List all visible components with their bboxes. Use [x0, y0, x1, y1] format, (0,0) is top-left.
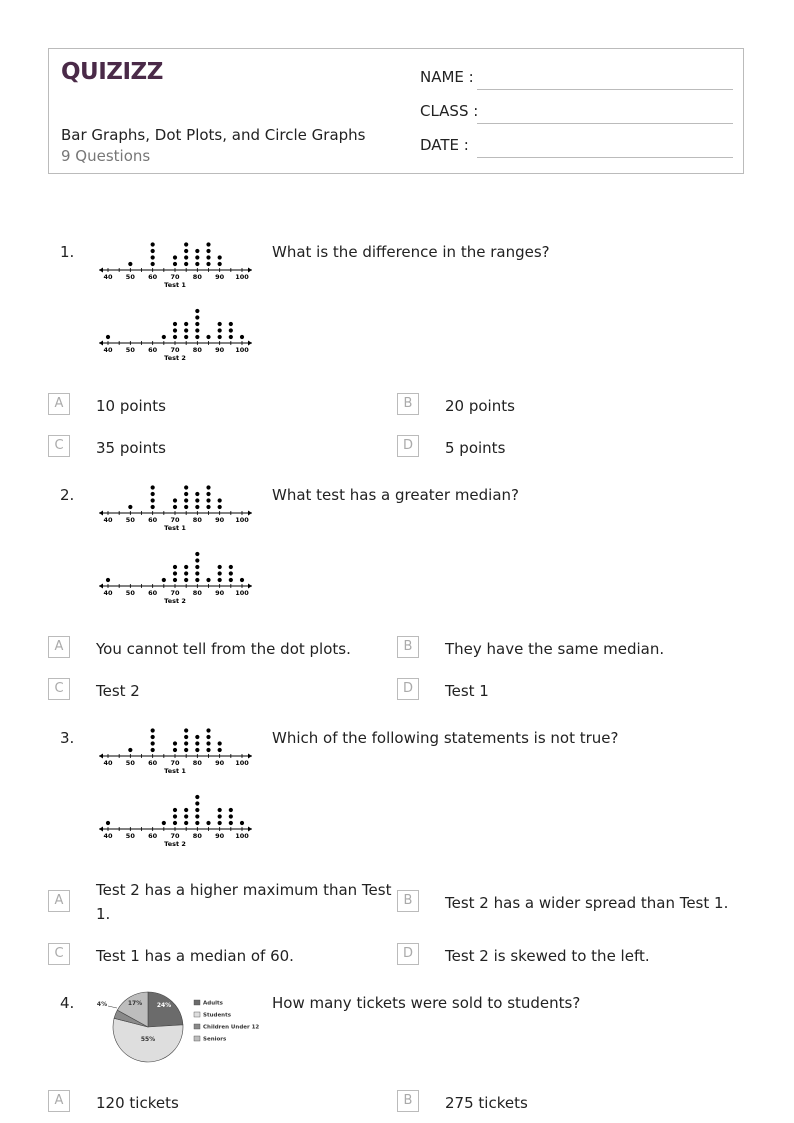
date-line[interactable] — [477, 157, 733, 158]
tick-label: 90 — [215, 832, 225, 840]
data-dot — [218, 821, 222, 825]
data-dot — [184, 498, 188, 502]
data-dot — [218, 262, 222, 266]
tick-label: 60 — [148, 759, 158, 767]
option-text: 20 points — [445, 397, 515, 415]
data-dot — [218, 322, 222, 326]
data-dot — [229, 565, 233, 569]
name-line[interactable] — [477, 89, 733, 90]
data-dot — [184, 814, 188, 818]
dot-plot-figure — [96, 235, 266, 365]
option-letter: A — [48, 1090, 70, 1112]
data-dot — [184, 741, 188, 745]
tick-label: 60 — [148, 516, 158, 524]
data-dot — [218, 814, 222, 818]
data-dot — [173, 335, 177, 339]
tick-label: 40 — [103, 832, 113, 840]
data-dot — [162, 578, 166, 582]
slice-label: 17% — [127, 1000, 143, 1007]
data-dot — [195, 558, 199, 562]
tick-label: 40 — [103, 516, 113, 524]
left-arrow-icon — [99, 268, 103, 273]
data-dot — [173, 808, 177, 812]
option-letter: D — [397, 678, 419, 700]
data-dot — [195, 492, 199, 496]
option-letter: D — [397, 435, 419, 457]
dot-plot-1 — [99, 485, 252, 532]
question-text: How many tickets were sold to students? — [272, 994, 581, 1012]
left-arrow-icon — [99, 511, 103, 516]
leader-line — [108, 1006, 117, 1008]
worksheet-title: Bar Graphs, Dot Plots, and Circle Graphs — [61, 126, 366, 144]
data-dot — [128, 505, 132, 509]
data-dot — [184, 735, 188, 739]
data-dot — [184, 571, 188, 575]
data-dot — [218, 565, 222, 569]
tick-label: 70 — [170, 273, 180, 281]
quizizz-logo: QUIZIZZ — [61, 59, 163, 85]
data-dot — [184, 505, 188, 509]
data-dot — [195, 741, 199, 745]
option-text: 10 points — [96, 397, 166, 415]
data-dot — [195, 309, 199, 313]
data-dot — [206, 505, 210, 509]
option-text: 35 points — [96, 439, 166, 457]
data-dot — [184, 322, 188, 326]
data-dot — [240, 335, 244, 339]
tick-label: 40 — [103, 589, 113, 597]
right-arrow-icon — [248, 754, 252, 759]
data-dot — [195, 578, 199, 582]
data-dot — [151, 262, 155, 266]
data-dot — [173, 328, 177, 332]
series-label: Test 1 — [164, 281, 186, 289]
data-dot — [173, 571, 177, 575]
data-dot — [106, 578, 110, 582]
tick-label: 40 — [103, 273, 113, 281]
data-dot — [151, 249, 155, 253]
tick-label: 50 — [125, 832, 135, 840]
data-dot — [206, 498, 210, 502]
data-dot — [195, 801, 199, 805]
tick-label: 100 — [235, 832, 249, 840]
data-dot — [151, 492, 155, 496]
legend-swatch — [194, 1036, 200, 1041]
data-dot — [151, 728, 155, 732]
tick-label: 70 — [170, 759, 180, 767]
data-dot — [206, 741, 210, 745]
data-dot — [218, 328, 222, 332]
tick-label: 90 — [215, 346, 225, 354]
data-dot — [173, 565, 177, 569]
data-dot — [195, 795, 199, 799]
data-dot — [106, 335, 110, 339]
question-count: 9 Questions — [61, 147, 151, 165]
tick-label: 100 — [235, 759, 249, 767]
tick-label: 70 — [170, 516, 180, 524]
option-letter: A — [48, 636, 70, 658]
data-dot — [195, 255, 199, 259]
data-dot — [195, 571, 199, 575]
data-dot — [218, 741, 222, 745]
right-arrow-icon — [248, 584, 252, 589]
legend-swatch — [194, 1012, 200, 1017]
data-dot — [184, 492, 188, 496]
data-dot — [229, 814, 233, 818]
dot-plot-1 — [99, 242, 252, 289]
data-dot — [184, 328, 188, 332]
data-dot — [173, 578, 177, 582]
series-label: Test 1 — [164, 524, 186, 532]
question-text: What test has a greater median? — [272, 486, 520, 504]
data-dot — [229, 808, 233, 812]
data-dot — [184, 728, 188, 732]
option-letter: B — [397, 890, 419, 912]
series-label: Test 2 — [164, 840, 186, 848]
tick-label: 50 — [125, 589, 135, 597]
data-dot — [173, 821, 177, 825]
data-dot — [195, 552, 199, 556]
option-text: 5 points — [445, 439, 506, 457]
data-dot — [195, 505, 199, 509]
tick-label: 80 — [192, 346, 202, 354]
tick-label: 90 — [215, 589, 225, 597]
data-dot — [206, 748, 210, 752]
data-dot — [184, 808, 188, 812]
right-arrow-icon — [248, 341, 252, 346]
tick-label: 90 — [215, 516, 225, 524]
tick-label: 50 — [125, 273, 135, 281]
data-dot — [206, 821, 210, 825]
data-dot — [206, 242, 210, 246]
data-dot — [195, 498, 199, 502]
question-text: What is the difference in the ranges? — [272, 243, 550, 261]
question-number: 2. — [60, 486, 75, 504]
question-number: 1. — [60, 243, 75, 261]
data-dot — [173, 741, 177, 745]
option-letter: C — [48, 435, 70, 457]
series-label: Test 2 — [164, 597, 186, 605]
slice-label: 4% — [96, 1001, 108, 1008]
left-arrow-icon — [99, 827, 103, 832]
dot-plot-figure — [96, 721, 266, 851]
data-dot — [195, 748, 199, 752]
data-dot — [184, 565, 188, 569]
option-text: 275 tickets — [445, 1094, 528, 1112]
data-dot — [206, 728, 210, 732]
tick-label: 60 — [148, 273, 158, 281]
dot-plot-2 — [99, 309, 252, 362]
data-dot — [195, 328, 199, 332]
data-dot — [195, 335, 199, 339]
data-dot — [151, 505, 155, 509]
data-dot — [173, 498, 177, 502]
data-dot — [240, 821, 244, 825]
data-dot — [184, 249, 188, 253]
data-dot — [229, 322, 233, 326]
tick-label: 80 — [192, 589, 202, 597]
data-dot — [195, 821, 199, 825]
tick-label: 90 — [215, 273, 225, 281]
right-arrow-icon — [248, 827, 252, 832]
option-text: They have the same median. — [445, 640, 665, 658]
data-dot — [173, 748, 177, 752]
option-letter: B — [397, 1090, 419, 1112]
legend-label: Children Under 12 — [203, 1024, 260, 1031]
tick-label: 70 — [170, 832, 180, 840]
data-dot — [218, 498, 222, 502]
data-dot — [173, 322, 177, 326]
data-dot — [206, 335, 210, 339]
name-label: NAME : — [420, 68, 474, 86]
option-letter: C — [48, 943, 70, 965]
question-text: Which of the following statements is not true? — [272, 729, 619, 747]
option-letter: B — [397, 636, 419, 658]
left-arrow-icon — [99, 584, 103, 589]
class-line[interactable] — [477, 123, 733, 124]
data-dot — [195, 565, 199, 569]
data-dot — [184, 242, 188, 246]
data-dot — [229, 821, 233, 825]
data-dot — [195, 808, 199, 812]
left-arrow-icon — [99, 754, 103, 759]
data-dot — [218, 505, 222, 509]
option-text: Test 2 — [96, 682, 140, 700]
pie-chart-figure — [96, 989, 266, 1064]
data-dot — [218, 571, 222, 575]
tick-label: 100 — [235, 589, 249, 597]
tick-label: 100 — [235, 273, 249, 281]
data-dot — [218, 808, 222, 812]
tick-label: 60 — [148, 346, 158, 354]
data-dot — [229, 335, 233, 339]
tick-label: 80 — [192, 273, 202, 281]
tick-label: 50 — [125, 346, 135, 354]
data-dot — [195, 735, 199, 739]
left-arrow-icon — [99, 341, 103, 346]
data-dot — [106, 821, 110, 825]
data-dot — [162, 335, 166, 339]
tick-label: 80 — [192, 759, 202, 767]
right-arrow-icon — [248, 511, 252, 516]
data-dot — [206, 578, 210, 582]
data-dot — [184, 748, 188, 752]
tick-label: 50 — [125, 516, 135, 524]
data-dot — [151, 748, 155, 752]
tick-label: 100 — [235, 516, 249, 524]
tick-label: 60 — [148, 832, 158, 840]
option-text: Test 2 has a higher maximum than Test 1. — [96, 881, 392, 923]
tick-label: 80 — [192, 516, 202, 524]
series-label: Test 1 — [164, 767, 186, 775]
tick-label: 60 — [148, 589, 158, 597]
dot-plot-1 — [99, 728, 252, 775]
data-dot — [173, 814, 177, 818]
data-dot — [229, 328, 233, 332]
data-dot — [218, 335, 222, 339]
right-arrow-icon — [248, 268, 252, 273]
question-number: 4. — [60, 994, 75, 1012]
series-label: Test 2 — [164, 354, 186, 362]
data-dot — [195, 249, 199, 253]
data-dot — [184, 578, 188, 582]
data-dot — [229, 578, 233, 582]
option-text: You cannot tell from the dot plots. — [96, 640, 351, 658]
option-letter: A — [48, 890, 70, 912]
data-dot — [128, 262, 132, 266]
data-dot — [206, 485, 210, 489]
data-dot — [195, 262, 199, 266]
dot-plot-2 — [99, 552, 252, 605]
question-number: 3. — [60, 729, 75, 747]
slice-label: 24% — [156, 1002, 172, 1009]
legend-label: Adults — [203, 1000, 223, 1007]
option-letter: C — [48, 678, 70, 700]
data-dot — [206, 492, 210, 496]
data-dot — [151, 255, 155, 259]
data-dot — [206, 249, 210, 253]
data-dot — [162, 821, 166, 825]
option-letter: D — [397, 943, 419, 965]
data-dot — [151, 242, 155, 246]
data-dot — [195, 814, 199, 818]
data-dot — [206, 255, 210, 259]
data-dot — [184, 262, 188, 266]
data-dot — [195, 322, 199, 326]
option-text: Test 1 has a median of 60. — [96, 947, 294, 965]
data-dot — [184, 485, 188, 489]
data-dot — [184, 335, 188, 339]
data-dot — [128, 748, 132, 752]
legend-swatch — [194, 1000, 200, 1005]
tick-label: 90 — [215, 759, 225, 767]
tick-label: 80 — [192, 832, 202, 840]
tick-label: 70 — [170, 346, 180, 354]
data-dot — [151, 498, 155, 502]
class-label: CLASS : — [420, 102, 479, 120]
data-dot — [206, 735, 210, 739]
data-dot — [218, 748, 222, 752]
tick-label: 40 — [103, 346, 113, 354]
data-dot — [184, 255, 188, 259]
data-dot — [218, 255, 222, 259]
option-text: 120 tickets — [96, 1094, 179, 1112]
date-label: DATE : — [420, 136, 469, 154]
data-dot — [240, 578, 244, 582]
data-dot — [151, 735, 155, 739]
dot-plot-2 — [99, 795, 252, 848]
tick-label: 50 — [125, 759, 135, 767]
data-dot — [151, 485, 155, 489]
data-dot — [229, 571, 233, 575]
data-dot — [173, 505, 177, 509]
data-dot — [195, 315, 199, 319]
tick-label: 100 — [235, 346, 249, 354]
data-dot — [218, 578, 222, 582]
data-dot — [173, 262, 177, 266]
option-letter: B — [397, 393, 419, 415]
option-letter: A — [48, 393, 70, 415]
tick-label: 70 — [170, 589, 180, 597]
legend-swatch — [194, 1024, 200, 1029]
data-dot — [173, 255, 177, 259]
data-dot — [206, 262, 210, 266]
option-text: Test 2 has a wider spread than Test 1. — [445, 894, 729, 912]
option-text: Test 2 is skewed to the left. — [445, 947, 650, 965]
option-text: Test 1 — [445, 682, 489, 700]
data-dot — [184, 821, 188, 825]
legend-label: Students — [203, 1012, 231, 1019]
tick-label: 40 — [103, 759, 113, 767]
data-dot — [151, 741, 155, 745]
slice-label: 55% — [140, 1036, 156, 1043]
pie-slice — [148, 992, 183, 1027]
legend-label: Seniors — [203, 1036, 227, 1043]
dot-plot-figure — [96, 478, 266, 608]
worksheet-header — [48, 48, 744, 174]
